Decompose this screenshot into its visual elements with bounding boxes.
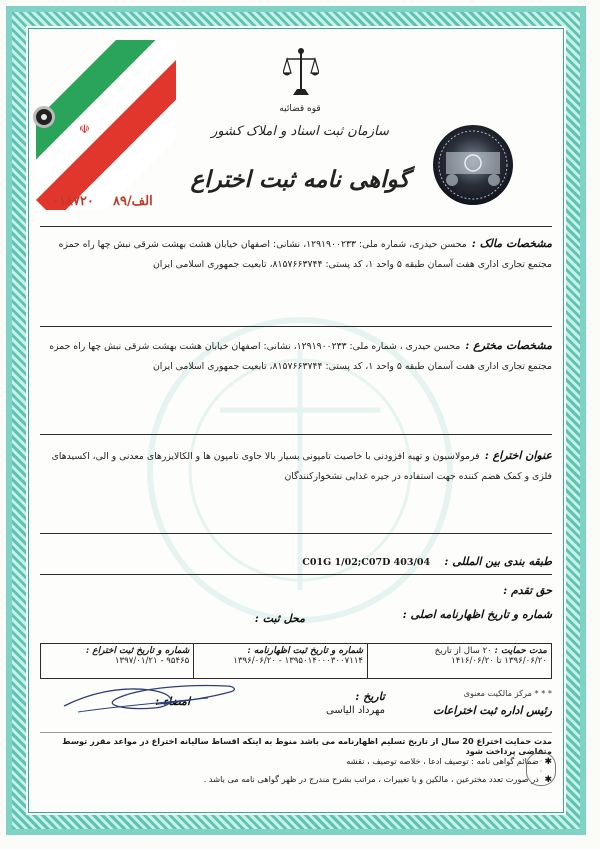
signature-label: امضاء : bbox=[155, 695, 190, 708]
certificate-number bbox=[52, 194, 153, 209]
owner-details: محسن حیدری، شماره ملی: ۱۲۹۱۹۰۰۲۳۳، نشانی: اصفهان خیابان هشت بهشت شرقی نبش چها راه حمزه مجتمع تجاری اداری هفت آسمان طبقه ۵ واحد ۱، کد پستی: ۸۱۵۷۶۶۳۷۴۴، تابعیت جمهوری اسلامی ایران bbox=[58, 239, 552, 270]
protection-period-label: مدت حمایت : bbox=[494, 646, 547, 656]
multiple-inventors-note-text: در صورت تعدد مخترعین ، مالکین و یا تغییرات ، مراتب بشرح مندرج در ظهر گواهی نامه می باشد . bbox=[203, 774, 539, 784]
declaration-number: ۱۳۹۵۰۱۴۰۰۰۳۰۰۷۱۱۴ bbox=[284, 656, 364, 666]
protection-period-cell bbox=[368, 644, 552, 679]
corner-stamp-icon: ◦ ◦ bbox=[526, 752, 556, 786]
declaration-date: ۱۳۹۶/۰۶/۲۰ bbox=[233, 656, 276, 666]
original-declaration-label: شماره و تاریخ اظهارنامه اصلی : bbox=[402, 608, 552, 621]
classification-label: طبقه بندی بین المللی : bbox=[444, 555, 552, 568]
date-label: تاریخ : bbox=[355, 690, 385, 703]
bullet-icon: ✱ bbox=[544, 757, 552, 767]
handwritten-signature bbox=[58, 676, 248, 720]
official-name: مهرداد الیاسی bbox=[326, 705, 385, 716]
inventor-section bbox=[40, 334, 552, 374]
classification-code: C01G 1/02;C07D 403/04 bbox=[302, 557, 431, 568]
declaration-cell: شماره و تاریخ ثبت اظهارنامه : ۱۳۹۵۰۱۴۰۰۰۳۰۰۷۱۱۴ - ۱۳۹۶/۰۶/۲۰ bbox=[194, 644, 368, 679]
ip-center-line: * * * مرکز مالکیت معنوی bbox=[463, 688, 552, 698]
owner-section bbox=[40, 232, 552, 272]
inventor-label: مشخصات مخترع : bbox=[465, 339, 552, 352]
certificate-serial: ۰۱۸۷۲۰ bbox=[52, 194, 94, 209]
invention-section bbox=[40, 444, 552, 484]
hologram-seal-icon bbox=[430, 122, 516, 208]
divider bbox=[40, 326, 552, 327]
registration-date: ۱۳۹۷/۰۱/۲۱ bbox=[114, 656, 158, 666]
registration-label: شماره و تاریخ ثبت اختراع : bbox=[85, 646, 190, 656]
attachments-note-text: ضمائم گواهی نامه : توصیف ادعا ، خلاصه توصیف ، نقشه bbox=[346, 756, 539, 766]
registration-cell: شماره و تاریخ ثبت اختراع : ۹۵۴۶۵ - ۱۳۹۷/۰۱/۲۱ bbox=[41, 644, 194, 679]
page-title: گواهی نامه ثبت اختراع bbox=[190, 166, 410, 193]
owner-label: مشخصات مالک : bbox=[471, 237, 552, 250]
bullet-icon: ✱ bbox=[544, 775, 552, 785]
protection-note: مدت حمایت اختراع 20 سال از تاریخ تسلیم اظهارنامه می باشد منوط به اینکه اقساط سالیانه اختراع در مواعد مقرر توسط متقاضی پرداخت شود bbox=[62, 736, 552, 756]
place-label: محل ثبت : bbox=[254, 612, 305, 625]
protection-period-years: ۲۰ سال از تاریخ bbox=[434, 646, 492, 656]
certificate-series: الف/۸۹ bbox=[112, 194, 153, 209]
invention-label: عنوان اختراع : bbox=[484, 449, 552, 462]
organization-title: سازمان ثبت اسناد و املاک کشور bbox=[211, 124, 389, 139]
multiple-inventors-note bbox=[204, 774, 552, 785]
original-declaration-field bbox=[403, 608, 552, 623]
priority-label: حق تقدم : bbox=[503, 584, 552, 597]
classification-section bbox=[40, 550, 552, 569]
registration-number: ۹۵۴۶۵ bbox=[166, 656, 190, 666]
judiciary-title: قوه قضائیه bbox=[279, 104, 321, 114]
scales-of-justice-icon bbox=[283, 45, 319, 103]
registration-table bbox=[40, 643, 552, 679]
inventor-details: محسن حیدری ، شماره ملی: ۱۲۹۱۹۰۰۲۳۳، نشانی: اصفهان خیابان هشت بهشت شرقی نبش چها راه حمزه مجتمع تجاری اداری هفت آسمان طبقه ۵ واحد ۱، کد پستی: ۸۱۵۷۶۶۳۷۴۴، تابعیت جمهوری اسلامی ایران bbox=[49, 341, 552, 372]
attachments-note bbox=[346, 756, 552, 767]
divider bbox=[40, 434, 552, 435]
flag-emblem-icon: ☫ bbox=[79, 122, 90, 136]
divider bbox=[40, 574, 552, 575]
divider bbox=[40, 533, 552, 534]
divider bbox=[40, 226, 552, 227]
iran-flag-ribbon bbox=[36, 40, 176, 210]
protection-from-date: ۱۳۹۶/۰۶/۲۰ bbox=[504, 656, 547, 666]
notes-divider bbox=[40, 732, 552, 733]
declaration-label: شماره و تاریخ ثبت اظهارنامه : bbox=[247, 646, 364, 656]
priority-field bbox=[503, 584, 552, 599]
binding-ring-icon bbox=[33, 106, 55, 128]
date-field bbox=[355, 690, 385, 703]
official-title: رئیس اداره ثبت اختراعات bbox=[432, 704, 552, 717]
invention-title: فرمولاسیون و تهیه افزودنی با خاصیت تامپونی بسیار بالا حاوی تامپون ها و الکالایزرهای معدنی و الی، اکسیدهای فلزی و کمک هضم کننده جهت استفاده در جیره غذایی نشخوارکنندگان bbox=[51, 451, 552, 482]
protection-to-label: تا bbox=[496, 656, 502, 666]
place-field bbox=[255, 612, 305, 627]
protection-to-date: ۱۴۱۶/۰۶/۲۰ bbox=[451, 656, 494, 666]
official-title-wrap bbox=[433, 704, 552, 717]
